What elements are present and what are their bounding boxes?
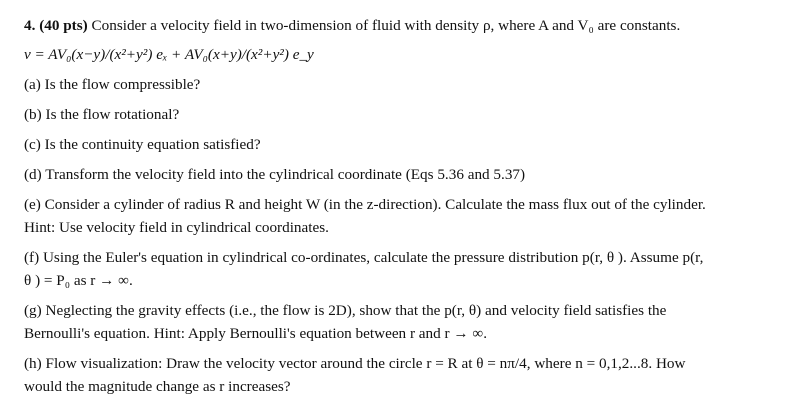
part-g-continuation: Bernoulli's equation. Hint: Apply Bernoulli's equation between r and r → ∞. (24, 325, 487, 342)
velocity-equation: v = AV₀(x−y)/(x²+y²) eₓ + AV₀(x+y)/(x²+y²) e_y (24, 46, 314, 63)
part-h: (h) Flow visualization: Draw the velocity vector around the circle r = R at θ = nπ/4, where n = 0,1,2...8. How (24, 355, 686, 372)
problem-intro: Consider a velocity field in two-dimension of fluid with density ρ, where A and V₀ are constants. (91, 17, 681, 34)
problem-number: 4. (40 pts) (24, 17, 88, 34)
part-g: (g) Neglecting the gravity effects (i.e., the flow is 2D), show that the p(r, θ) and velocity field satisfies the (24, 302, 667, 319)
problem-header (24, 16, 789, 36)
part-e-hint: Hint: Use velocity field in cylindrical coordinates. (24, 219, 329, 236)
part-d: (d) Transform the velocity field into the cylindrical coordinate (Eqs 5.36 and 5.37) (24, 166, 526, 183)
part-b: (b) Is the flow rotational? (24, 106, 180, 123)
part-c: (c) Is the continuity equation satisfied? (24, 136, 261, 153)
part-a: (a) Is the flow compressible? (24, 76, 201, 93)
problem-sheet (24, 12, 789, 397)
part-h-continuation: would the magnitude change as r increases? (24, 378, 291, 395)
part-e: (e) Consider a cylinder of radius R and height W (in the z-direction). Calculate the mass flux out of the cylinder. (24, 196, 706, 213)
part-f: (f) Using the Euler's equation in cylindrical co-ordinates, calculate the pressure distribution p(r, θ ). Assume p(r, (24, 249, 704, 266)
part-f-continuation: θ ) = P₀ as r → ∞. (24, 272, 133, 289)
